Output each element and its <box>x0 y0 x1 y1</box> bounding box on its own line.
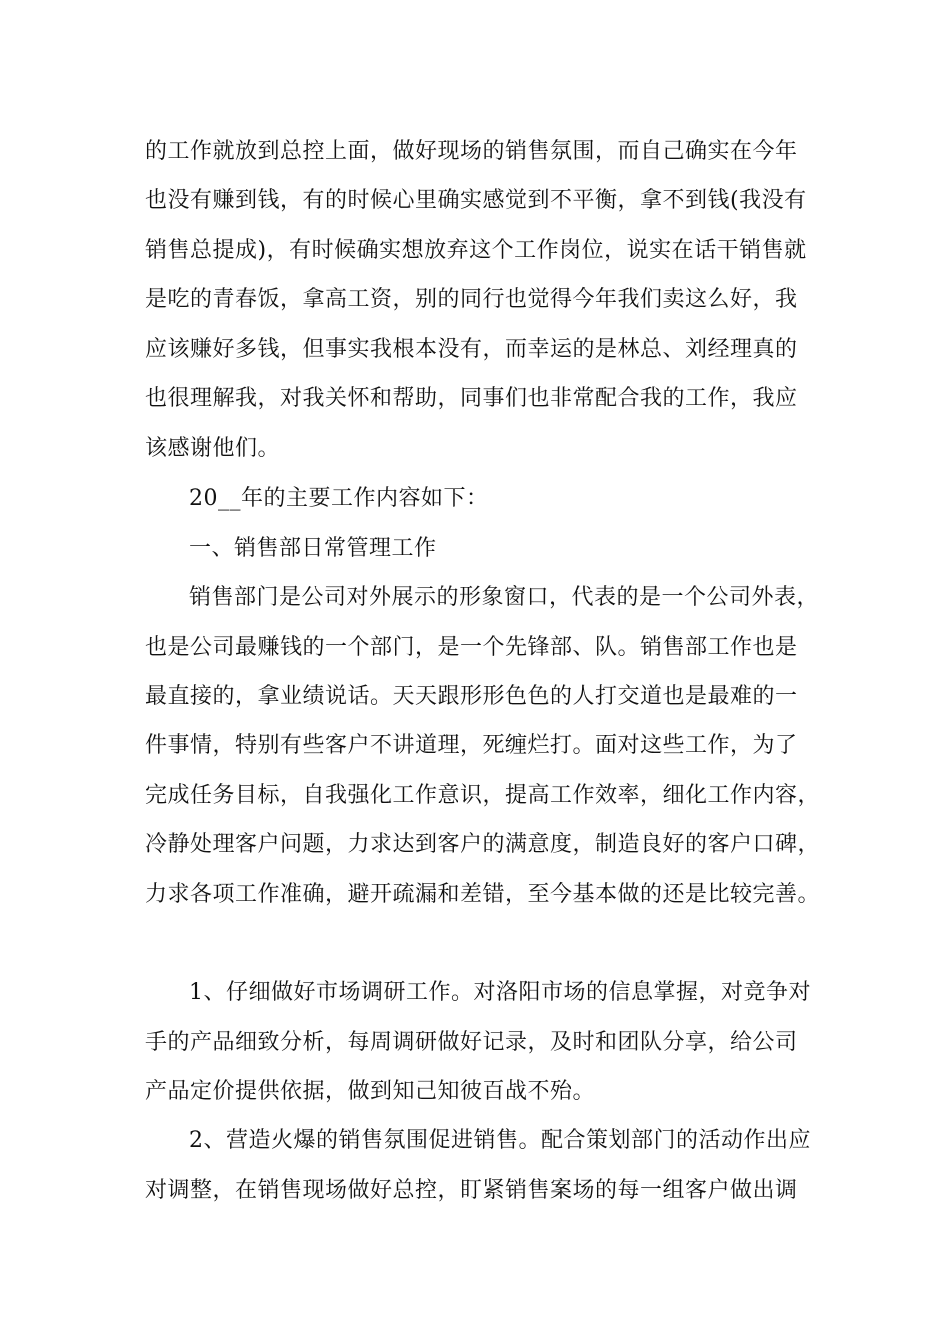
text-line: 产品定价提供依据，做到知己知彼百战不殆。 <box>145 1079 596 1104</box>
list-item: 1、仔细做好市场调研工作。对洛阳市场的信息掌握，对竞争对 <box>189 980 811 1005</box>
section-intro: 20__年的主要工作内容如下： <box>189 486 489 511</box>
text-line: 的工作就放到总控上面，做好现场的销售氛围，而自己确实在今年 <box>145 139 798 164</box>
text-line: 对调整，在销售现场做好总控，盯紧销售案场的每一组客户做出调 <box>145 1178 798 1203</box>
text-line: 是吃的青春饭，拿高工资，别的同行也觉得今年我们卖这么好，我 <box>145 287 798 312</box>
list-item: 2、营造火爆的销售氛围促进销售。配合策划部门的活动作出应 <box>189 1128 811 1153</box>
text-line: 销售总提成)，有时候确实想放弃这个工作岗位，说实在话干销售就 <box>145 238 807 263</box>
section-heading: 一、销售部日常管理工作 <box>189 536 437 561</box>
text-line: 也很理解我，对我关怀和帮助，同事们也非常配合我的工作，我应 <box>145 386 798 411</box>
text-line: 件事情，特别有些客户不讲道理，死缠烂打。面对这些工作，为了 <box>145 733 798 758</box>
text-line: 该感谢他们。 <box>145 436 281 461</box>
text-line: 手的产品细致分析，每周调研做好记录，及时和团队分享，给公司 <box>145 1030 798 1055</box>
text-line: 也没有赚到钱，有的时候心里确实感觉到不平衡，拿不到钱(我没有 <box>145 188 807 213</box>
text-line: 销售部门是公司对外展示的形象窗口，代表的是一个公司外表， <box>189 585 820 610</box>
text-line: 力求各项工作准确，避开疏漏和差错，至今基本做的还是比较完善。 <box>145 882 821 907</box>
text-line: 也是公司最赚钱的一个部门，是一个先锋部、队。销售部工作也是 <box>145 635 798 660</box>
text-line: 应该赚好多钱，但事实我根本没有，而幸运的是林总、刘经理真的 <box>145 337 798 362</box>
text-line: 完成任务目标，自我强化工作意识，提高工作效率，细化工作内容， <box>145 783 821 808</box>
text-line: 冷静处理客户问题，力求达到客户的满意度，制造良好的客户口碑， <box>145 832 821 857</box>
text-line: 最直接的，拿业绩说话。天天跟形形色色的人打交道也是最难的一 <box>145 684 798 709</box>
